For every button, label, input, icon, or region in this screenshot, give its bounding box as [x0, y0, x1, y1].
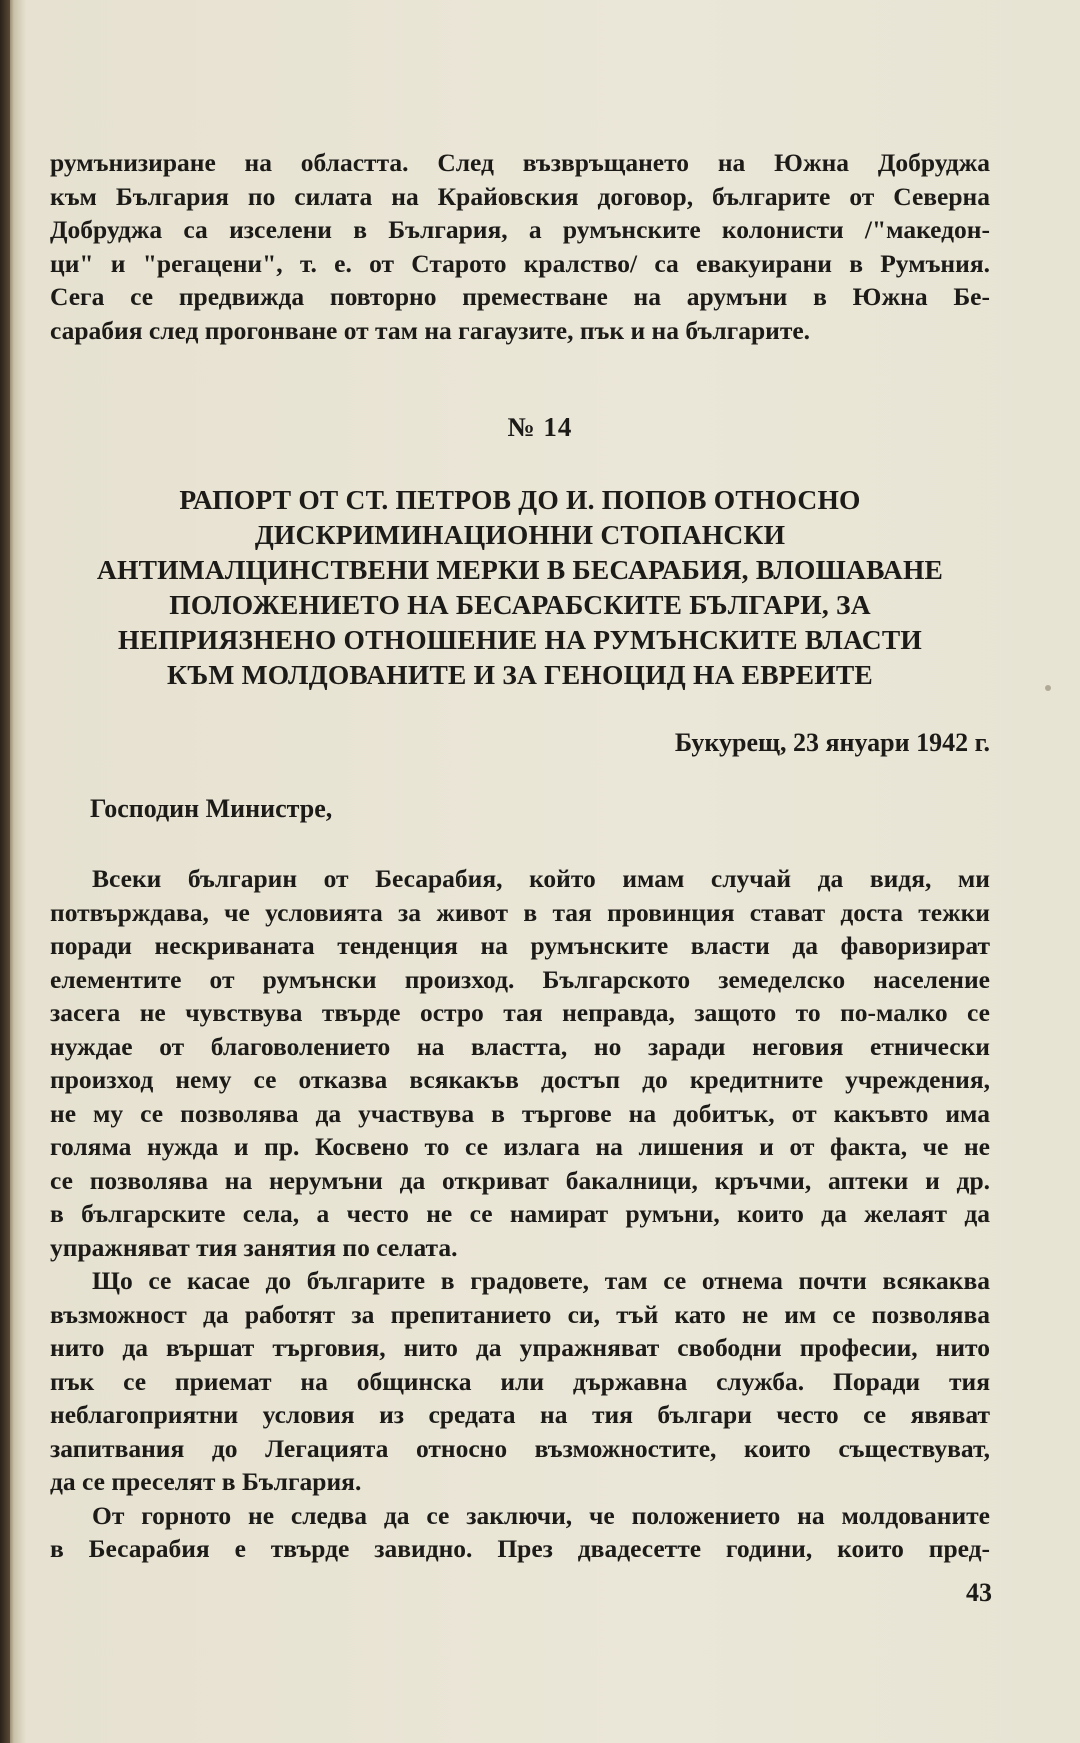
text-line: нито да вършат търговия, нито да упражняват свободни професии, нито — [50, 1333, 990, 1362]
text-line: голяма нужда и пр. Косвено то се излага на лишения и от факта, че не — [50, 1132, 990, 1161]
text-line: румънизиране на областта. След възвръщането на Южна Добруджа — [50, 148, 990, 177]
text-line: пък се приемат на общинска или държавна служба. Поради тия — [50, 1366, 990, 1396]
body-paragraph-3 — [50, 1499, 990, 1566]
title-line: АНТИМАЛЦИНСТВЕНИ МЕРКИ В БЕСАРАБИЯ, ВЛОШАВАНЕ — [96, 554, 944, 585]
text-line: поради нескриваната тенденция на румънските власти да фаворизират — [50, 931, 990, 960]
title-line: КЪМ МОЛДОВАНИТЕ И ЗА ГЕНОЦИД НА ЕВРЕИТЕ — [167, 659, 873, 690]
body-paragraph-1 — [50, 862, 990, 1264]
text-line: Сега се предвижда повторно преместване на арумъни в Южна Бе- — [50, 282, 990, 311]
text-line: произход нему се отказва всякакъв достъп до кредитните учреждения, — [50, 1065, 990, 1094]
text-line: елементите от румънски произход. Българското земеделско население — [50, 964, 990, 994]
text-line: Добруджа са изселени в България, а румънските колонисти /"македон- — [50, 215, 990, 244]
title-line: РАПОРТ ОТ СТ. ПЕТРОВ ДО И. ПОПОВ ОТНОСНО — [179, 484, 861, 515]
title-line: ПОЛОЖЕНИЕТО НА БЕСАРАБСКИТЕ БЪЛГАРИ, ЗА — [169, 589, 871, 620]
text-line: ци" и "регацени", т. е. от Старото кралство/ са евакуирани в Румъния. — [50, 248, 990, 278]
text-line: упражняват тия занятия по селата. — [50, 1232, 458, 1262]
body-paragraph-2 — [50, 1264, 990, 1499]
text-line: неблагоприятни условия из средата на тия българи често се явяват — [50, 1400, 990, 1429]
text-line: сарабия след прогонване от там на гагаузите, пък и на българите. — [50, 315, 811, 345]
text-line: се позволява на нерумъни да откриват бакалници, кръчми, аптеки и др. — [50, 1165, 990, 1195]
text-line: Всеки българин от Бесарабия, който имам случай да видя, ми — [92, 864, 990, 893]
place-and-date: Букурещ, 23 януари 1942 г. — [674, 728, 990, 757]
text-line: в българските села, а често не се намират румъни, които да желаят да — [50, 1199, 990, 1228]
document-number: № 14 — [507, 412, 573, 442]
title-line: ДИСКРИМИНАЦИОННИ СТОПАНСКИ — [254, 519, 786, 550]
paper-speck — [1045, 685, 1051, 691]
text-line: запитвания до Легацията относно възможностите, които съществуват, — [50, 1433, 990, 1463]
document-title — [40, 482, 1000, 692]
text-line: не му се позволява да участвува в търгове на добитък, от какъвто има — [50, 1098, 990, 1128]
text-line: Що се касае до българите в градовете, там се отнема почти всякаква — [92, 1266, 990, 1295]
text-line: в Бесарабия е твърде завидно. През двадесетте години, които пред- — [50, 1534, 990, 1563]
page-number: 43 — [966, 1578, 992, 1607]
book-binding-edge — [0, 0, 10, 1743]
text-line: засега не чувствува твърде остро тая неправда, защото то по-малко се — [50, 998, 990, 1027]
text-line: да се преселят в България. — [50, 1467, 362, 1496]
text-line: възможност да работят за препитанието си, тъй като не им се позволява — [50, 1299, 990, 1329]
letter-body — [50, 862, 990, 1566]
text-line: От горното не следва да се заключи, че положението на молдованите — [92, 1500, 990, 1530]
title-line: НЕПРИЯЗНЕНО ОТНОШЕНИЕ НА РУМЪНСКИТЕ ВЛАСТИ — [118, 624, 922, 655]
intro-paragraph — [50, 146, 990, 347]
salutation: Господин Министре, — [90, 794, 333, 823]
text-line: нуждае от благоволението на властта, но заради неговия етнически — [50, 1031, 990, 1061]
text-line: към България по силата на Крайовския договор, българите от Северна — [50, 181, 990, 211]
text-line: потвърждава, че условията за живот в тая провинция стават доста тежки — [50, 897, 990, 927]
